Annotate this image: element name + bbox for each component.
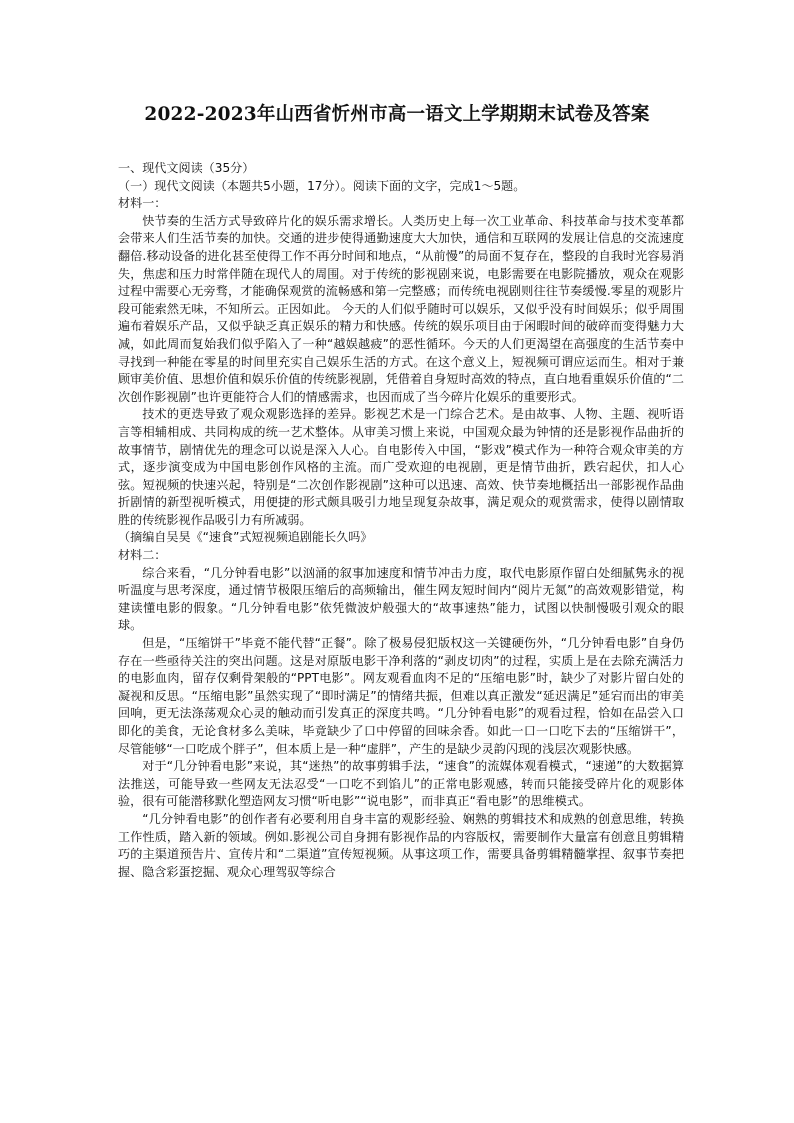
material-two-label: 材料二： — [118, 548, 167, 563]
page-title: 2022-2023年山西省忻州市高一语文上学期期末试卷及答案 — [144, 104, 650, 125]
paragraph: 对于“几分钟看电影”来说，其“迷热”的故事剪辑手法，“速食”的流媒体观看模式，“速递”的大数据算法推送，可能导致一些网友无法忍受“一口吃不到馅儿”的正常电影观感，转而只能接受碎片化的观影体验，很有可能潜移默化塑造网友习惯“听电影”“说电影”，而非真正“看电影”的思维模式。 — [118, 759, 684, 809]
paragraph: 技术的更迭导致了观众观影选择的差异。影视艺术是一门综合艺术。是由故事、人物、主题、视听语言等相辅相成、共同构成的统一艺术整体。从审美习惯上来说，中国观众最为钟情的还是影视作品曲折的故事情节，剧情优先的理念可以说是深入人心。自电影传入中国，“影戏”模式作为一种符合观众审美的方式，逐步演变成为中国电影创作风格的主流。而广受欢迎的电视剧，更是情节曲折，跌宕起伏，扣人心弦。短视频的快速兴起，特别是“二次创作影视剧”这种可以迅速、高效、快节奏地概括出一部影视作品曲折剧情的新型视听模式，用便捷的形式颇具吸引力地呈现复杂故事，满足观众的观赏需求，使得以剧情取胜的传统影视作品吸引力有所减弱。 — [118, 407, 684, 527]
subsection-heading: （一）现代文阅读（本题共5小题，17分）。阅读下面的文字，完成1～5题。 — [118, 178, 526, 193]
document-body — [118, 160, 684, 881]
paragraph: 但是，“压缩饼干”毕竟不能代替“正餐”。除了极易侵犯版权这一关键硬伤外，“几分钟看电影”自身仍存在一些亟待关注的突出问题。这是对原版电影干净利落的“剥皮切肉”的过程，实质上是在去除充满活力的电影血肉，留存仅剩骨架般的“PPT电影”。网友观看血肉不足的“压缩电影”时，缺少了对影片留白处的凝视和反思。“压缩电影”虽然实现了“即时满足”的情绪共振，但难以真正激发“延迟满足”延宕而出的审美回响，更无法涤荡观众心灵的触动而引发真正的深度共鸣。“几分钟看电影”的观看过程，恰如在品尝入口即化的美食，无论食材多么美味，毕竟缺少了口中停留的回味余香。如此一口一口吃下去的“压缩饼干”，尽管能够“一口吃成个胖子”，但本质上是一种“虚胖”，产生的是缺少灵韵闪现的浅层次观影快感。 — [118, 636, 684, 756]
material-one-label: 材料一： — [118, 196, 167, 211]
paragraph: 快节奏的生活方式导致碎片化的娱乐需求增长。人类历史上每一次工业革命、科技革命与技术变革都会带来人们生活节奏的加快。交通的进步使得通勤速度大大加快，通信和互联网的发展让信息的交流速度翻倍.移动设备的进化甚至使得工作不再分时间和地点，“从前慢”的局面不复存在，整段的自我时光容易消失，焦虑和压力时常伴随在现代人的周围。对于传统的影视剧来说，电影需要在电影院播放，观众在观影过程中需要心无旁骛，才能确保观赏的流畅感和第一完整感；而传统电视剧则往往节奏缓慢.零星的观影片段可能索然无味，不知所云。正因如此。 今天的人们似乎随时可以娱乐，又似乎没有时间娱乐；似乎周围遍布着娱乐产品，又似乎缺乏真正娱乐的精力和快感。传统的娱乐项目由于闲暇时间的破碎而变得魅力大减，如此周而复始我们似乎陷入了一种“越娱越疲”的恶性循环。今天的人们更渴望在高强度的生活节奏中寻找到一种能在零星的时间里充实自己娱乐生活的方式。在这个意义上，短视频可谓应运而生。相对于兼顾审美价值、思想价值和娱乐价值的传统影视剧，凭借着自身短时高效的特点，直白地看重娱乐价值的“二次创作影视剧”也许更能符合人们的情感需求，也因而成了当今碎片化娱乐的重要形式。 — [118, 213, 684, 404]
source-citation: （摘编自吴昊《“速食”式短视频追剧能长久吗》 — [118, 530, 373, 545]
paragraph: “几分钟看电影”的创作者有必要利用自身丰富的观影经验、娴熟的剪辑技术和成熟的创意思维，转换工作性质，踏入新的领域。例如.影视公司自身拥有影视作品的内容版权，需要制作大量富有创意且剪辑精巧的主渠道预告片、宣传片和“二渠道”宣传短视频。从事这项工作，需要具备剪辑精髓掌捏、叙事节奏把握、隐含彩蛋挖掘、观众心理驾驭等综合 — [118, 811, 684, 879]
section-heading: 一、现代文阅读（35分） — [118, 161, 255, 175]
paragraph: 综合来看，“几分钟看电影”以汹涌的叙事加速度和情节冲击力度，取代电影原作留白处细腻隽永的视听温度与思考深度，通过情节极限压缩后的高频输出，催生网友短时间内“阅片无氮”的高效观影错觉，构建读懂电影的假象。“几分钟看电影”依凭微波炉般强大的“故事速热”能力，试图以快制慢吸引观众的眼球。 — [118, 565, 684, 633]
